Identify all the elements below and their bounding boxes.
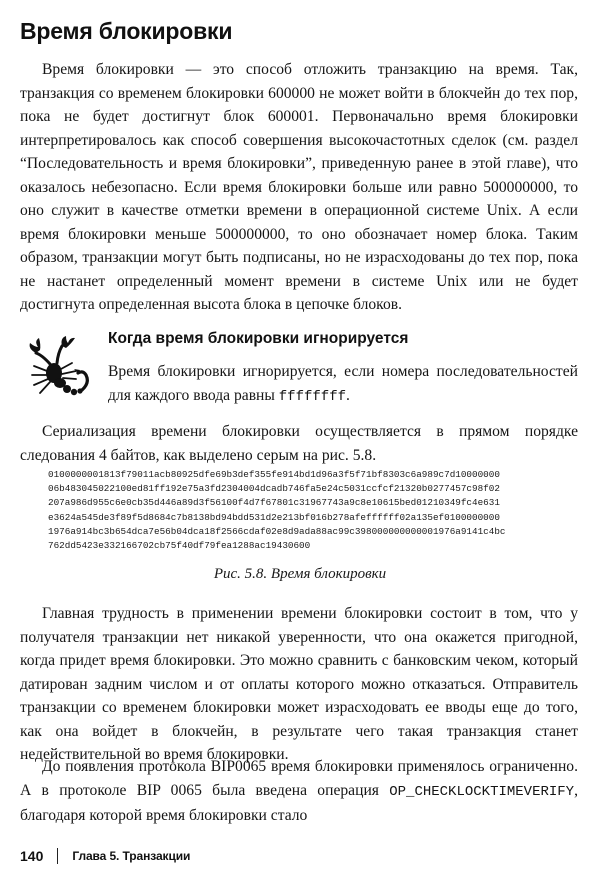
figure-caption: Рис. 5.8. Время блокировки xyxy=(213,566,387,582)
paragraph-bip0065 xyxy=(20,755,578,828)
hex-line: 207a986d955c6e0cb35d446a89d3f56100f4d7f67801c31967743a9c8e10615bed01210349fc4e631 xyxy=(48,497,500,509)
hex-line: 06b483045022100ed81ff192e75a3fd2304004dcadb746fa5e24c5031ccfcf21320b0277457c98f02 xyxy=(48,483,500,495)
note-text-after: . xyxy=(346,386,350,404)
hex-dump xyxy=(48,468,568,553)
hex-line: 1976a914bc3b654dca7e56b04dca18f2566cdaf02e8d9ada88ac99c398000000000001976a9141c4bc xyxy=(48,525,506,537)
scorpion-icon xyxy=(24,333,94,403)
paragraph-locktime-intro: Время блокировки — это способ отложить транзакцию на время. Так, транзакция со временем блокировки 600000 не может войти в блокчейн до тех пор, пока не будет достигнут блок 600001. Первоначально время блокировки интерпретировалось как способ совершения высокочастотных сделок (см. раздел “Последовательность и время блокировки”, приведенную ранее в этой главе), что оказалось небезопасно. Если время блокировки больше или равно 500000000, то оно служит в качестве отметки времени в операционной системе Unix. А если время блокировки меньше 500000000, то оно обозначает номер блока. Таким образом, транзакции могут быть подписаны, но не израсходованы до тех пор, пока не настанет определенный момент времени в системе Unix или не будет достигнута определенная высота блока в цепочке блоков. xyxy=(20,61,578,313)
page-footer xyxy=(20,848,190,864)
hex-line: 0100000001813f79011acb80925dfe69b3def355fe914bd1d96a3f5f71bf8303c6a989c7d10000000 xyxy=(48,469,500,480)
hex-line: e3624a545de3f89f5d8684c7b8138bd94bdd531d2e213bf016b278afeffffff02a135ef0100000000 xyxy=(48,511,500,523)
section-heading: Время блокировки xyxy=(20,18,233,44)
page-number: 140 xyxy=(20,848,44,864)
note-text-before: Время блокировки игнорируется, если номера последовательностей для каждого ввода равны xyxy=(108,363,578,404)
paragraph-locktime-problem: Главная трудность в применении времени блокировки состоит в том, что у получателя транзакции нет никакой уверенности, что она окажется пригодной, когда придет время блокировки. Это можно сравнить с банковским чеком, который датирован задним числом и от оплаты которого можно отказаться. Отправитель транзакции со временем блокировки может израсходовать ее вводы еще до того, как она войдет в блокчейн, в результате чего такая транзакция станет недействительной во время блокировки. xyxy=(20,605,578,763)
note-title: Когда время блокировки игнорируется xyxy=(108,330,409,347)
note-text-code: ffffffff xyxy=(278,388,346,405)
chapter-title: Глава 5. Транзакции xyxy=(72,849,191,863)
hex-line: 762dd5423e332166702cb75f40df79fea1288ac19430600 xyxy=(48,540,311,552)
paragraph-serialization: Сериализация времени блокировки осуществляется в прямом порядке следования 4 байтов, как выделено серым на рис. 5.8. xyxy=(20,423,578,464)
footer-divider xyxy=(57,848,58,864)
bip-text-before: До появления протокола BIP0065 время блокировки применялось ограниченно. А в протоколе BIP 0065 была введена операция xyxy=(20,758,578,799)
note-text xyxy=(108,360,578,409)
bip-text-after: , благодаря которой время блокировки стало xyxy=(20,781,578,824)
bip-opcode: OP_CHECKLOCKTIMEVERIFY xyxy=(389,783,575,800)
